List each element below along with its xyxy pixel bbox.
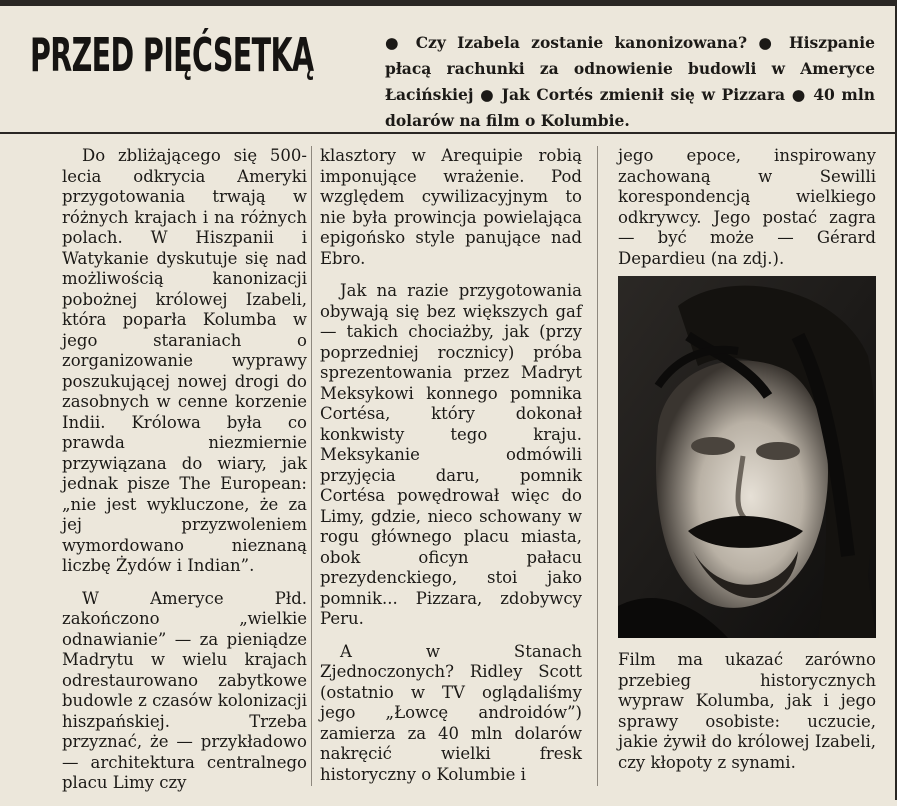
paragraph: jego epoce, inspirowany zachowaną w Sewilli korespondencją wielkiego odkrywcy. Jego postać zagra — być może — Gérard Depardieu (na zdj.). xyxy=(618,146,876,268)
portrait-photo xyxy=(618,276,876,638)
column-2 xyxy=(320,146,582,797)
column-divider xyxy=(311,146,312,786)
article-lead: ● Czy Izabela zostanie kanonizowana? ● Hiszpanie płacą rachunki za odnowienie budowli w Ameryce Łacińskiej ● Jak Cortés zmienił się w Pizzara ● 40 mln dolarów na film o Kolumbie. xyxy=(385,33,875,130)
column-3 xyxy=(618,146,876,281)
header-divider xyxy=(0,132,897,134)
article-title: PRZED PIĘĆSETKĄ xyxy=(30,28,314,82)
column-divider xyxy=(597,146,598,786)
paragraph: W Ameryce Płd. zakończono „wielkie odnawianie” — za pieniądze Madrytu w wielu krajach odrestaurowano zabytkowe budowle z czasów kolonizacji hiszpańskiej. Trzeba przyznać, że — przykładowo — architektura centralnego placu Limy czy xyxy=(62,588,307,792)
column-1 xyxy=(62,146,307,806)
top-rule xyxy=(0,0,897,6)
paragraph: Jak na razie przygotowania obywają się bez większych gaf — takich chociażby, jak (przy poprzedniej rocznicy) próba sprezentowania przez Madryt Meksykowi konnego pomnika Cortésa, który dokonał konkwisty tego kraju. Meksykanie odmówili przyjęcia daru, pomnik Cortésa powędrował więc do Limy, gdzie, nieco schowany w rogu głównego placu miasta, obok oficyn pałacu prezydenckiego, stoi jako pomnik... Pizzara, zdobywcy Peru. xyxy=(320,281,582,628)
photo-caption: Film ma ukazać zarówno przebieg historycznych wypraw Kolumba, jak i jego sprawy osobiste: uczucie, jakie żywił do królowej Izabeli, czy kłopoty z synami. xyxy=(618,650,876,772)
portrait-illustration xyxy=(618,276,876,638)
paragraph: Do zbliżającego się 500-lecia odkrycia Ameryki przygotowania trwają w różnych krajach i na różnych polach. W Hiszpanii i Watykanie dyskutuje się nad możliwością kanonizacji pobożnej królowej Izabeli, która poparła Kolumba w jego staraniach o zorganizowanie wyprawy poszukującej nowej drogi do zasobnych w cenne korzenie Indii. Królowa była co prawda niezmiernie przywiązana do wiary, jak jednak pisze The European: „nie jest wykluczone, że za jej przyzwoleniem wymordowano nieznaną liczbę Żydów i Indian”. xyxy=(62,146,307,575)
paragraph: klasztory w Arequipie robią imponujące wrażenie. Pod względem cywilizacyjnym to nie była prowincja powielająca epigońsko style panujące nad Ebro. xyxy=(320,146,582,268)
paragraph: A w Stanach Zjednoczonych? Ridley Scott (ostatnio w TV oglądaliśmy jego „Łowcę androidów”) zamierza za 40 mln dolarów nakręcić wielki fresk historyczny o Kolumbie i xyxy=(320,641,582,784)
